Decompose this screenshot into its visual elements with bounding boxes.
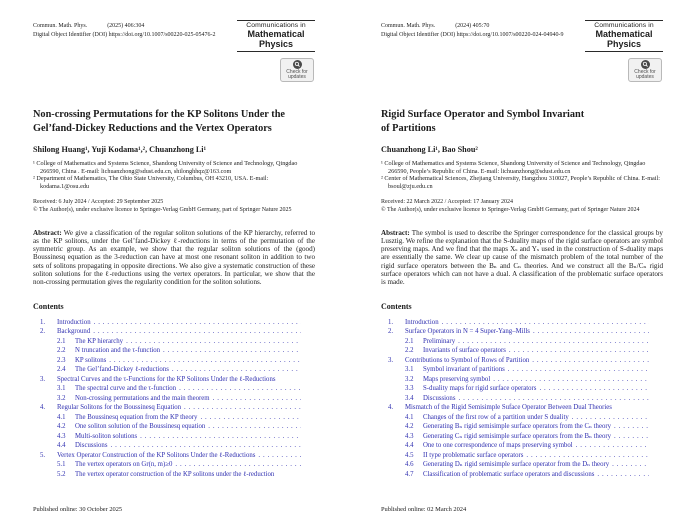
page-header xyxy=(33,20,315,82)
published-date: Published online: 30 October 2025 xyxy=(33,506,123,513)
affiliations xyxy=(33,160,315,190)
toc-entry[interactable] xyxy=(40,432,315,442)
toc-label: Changes of the first row of a partition under S duality xyxy=(423,413,569,421)
toc-entry[interactable] xyxy=(388,375,663,385)
toc-number: 3.3 xyxy=(405,385,414,393)
journal-name-top: Communications in xyxy=(246,22,306,29)
authors-line: Shilong Huang¹, Yuji Kodama¹,², Chuanzhong Li¹ xyxy=(33,145,207,154)
toc-entry[interactable] xyxy=(40,356,315,366)
published-date: Published online: 02 March 2024 xyxy=(381,506,467,513)
badge-label-line1: Check for xyxy=(286,69,308,75)
check-for-updates-badge[interactable] xyxy=(628,58,662,82)
issue-number: (2024) 405:70 xyxy=(455,23,490,29)
toc-label: Background xyxy=(57,328,91,336)
toc-label: The spectral curve and the τ-function xyxy=(75,385,177,393)
toc-entry[interactable] xyxy=(40,384,315,394)
toc-label: II type problematic surface operators xyxy=(423,451,524,459)
toc-number: 4.2 xyxy=(405,423,414,431)
table-of-contents xyxy=(381,318,663,480)
toc-label: Vertex Operator Construction of the KP Solitons Under the ℓ-Reductions xyxy=(57,451,256,459)
toc-number: 2.1 xyxy=(405,337,414,345)
toc-dot-leader xyxy=(614,422,649,432)
toc-number: 4.4 xyxy=(405,442,414,450)
affiliation: ¹ College of Mathematics and Systems Science, Shandong University of Science and Technology, Qingdao 266590, People’s Republic of China. E-mail: lichuanzhong@sdust.edu.cn xyxy=(381,160,646,175)
toc-label: The vertex operator construction of the KP solitons under the ℓ-reduction xyxy=(75,470,275,478)
received-block xyxy=(381,199,663,214)
paper-title-line2: Gel’fand-Dickey Reductions and the Vertex Operators xyxy=(33,123,272,134)
toc-label: Discussions xyxy=(423,394,456,402)
toc-dot-leader xyxy=(140,432,301,442)
journal-name-mid: Mathematical xyxy=(595,29,653,39)
toc-number: 4.1 xyxy=(57,413,66,421)
toc-number: 3.1 xyxy=(57,385,66,393)
toc-number: 4.1 xyxy=(405,413,414,421)
received-line: Received: 22 March 2022 / Accepted: 17 January 2024 xyxy=(381,199,513,206)
toc-entry[interactable] xyxy=(40,422,315,432)
journal-logo xyxy=(237,20,315,52)
toc-entry[interactable] xyxy=(40,327,315,337)
toc-number: 4.5 xyxy=(405,451,414,459)
toc-label: Maps preserving symbol xyxy=(423,375,491,383)
affiliation: ² Center of Mathematical Sciences, Zhejiang University, Hangzhou 310027, People’s Republic of China. E-mail: bsoul@zju.edu.cn xyxy=(381,175,660,190)
toc-number: 4.2 xyxy=(57,423,66,431)
copyright-line: © The Author(s), under exclusive licence to Springer-Verlag GmbH Germany, part of Springer Nature 2024 xyxy=(381,206,640,213)
toc-dot-leader xyxy=(208,422,301,432)
journal-name-top: Communications in xyxy=(594,22,654,29)
toc-dot-leader xyxy=(110,441,301,451)
toc-entry[interactable] xyxy=(40,403,315,413)
toc-dot-leader xyxy=(614,432,649,442)
toc-dot-leader xyxy=(184,403,301,413)
affiliations xyxy=(381,160,663,190)
toc-entry[interactable] xyxy=(40,413,315,423)
abstract-text: The symbol is used to describe the Springer correspondence for the classical groups by Lusztig. We refine the explanation that the S-duality maps of the rigid surface operators are symbol preserving maps. And we find that the maps Xₛ and Yₛ used in the construction of S-duality maps are essentially the same. We clear up cause of the mismatch problem of the total number of the rigid surface operators between the Bₙ and Cₙ theories. And we construct all the Bₙ/Cₙ rigid surface operators which can not have a dual. A classification of the problematic surface operators is made. xyxy=(381,229,663,286)
toc-number: 5. xyxy=(40,451,46,459)
paper-title-line1: Rigid Surface Operator and Symbol Invariant xyxy=(381,109,585,120)
toc-number: 5.2 xyxy=(57,470,66,478)
toc-label: Preliminary xyxy=(423,337,456,345)
toc-number: 2.2 xyxy=(405,347,414,355)
toc-dot-leader xyxy=(172,365,301,375)
toc-label: One to one correspondence of maps preserving symbol xyxy=(423,442,573,450)
toc-dot-leader xyxy=(126,337,301,347)
contents-heading: Contents xyxy=(33,301,64,311)
paper-title xyxy=(381,108,663,136)
toc-label: Symbol invariant of partitions xyxy=(423,366,505,374)
toc-dot-leader xyxy=(458,394,649,404)
toc-entry[interactable] xyxy=(388,432,663,442)
toc-label: Generating Dₙ rigid semisimple surface operator from the Dₙ theory xyxy=(423,461,610,469)
abstract xyxy=(33,229,315,286)
journal-name-mid: Mathematical xyxy=(247,29,305,39)
toc-label: The Gel’fand-Dickey ℓ-reductions xyxy=(75,366,169,374)
toc-label: Introduction xyxy=(57,318,91,326)
paper-title-line1: Non-crossing Permutations for the KP Solitons Under the xyxy=(33,109,285,120)
check-for-updates-badge[interactable] xyxy=(280,58,314,82)
received-block xyxy=(33,199,315,214)
toc-dot-leader xyxy=(175,460,301,470)
toc-dot-leader xyxy=(163,346,301,356)
toc-entry[interactable] xyxy=(388,441,663,451)
toc-label: Invariants of surface operators xyxy=(423,347,506,355)
toc-dot-leader xyxy=(539,384,649,394)
toc-dot-leader xyxy=(533,327,649,337)
toc-entry[interactable] xyxy=(40,337,315,347)
toc-dot-leader xyxy=(493,375,649,385)
doi-line: Digital Object Identifier (DOI) https://doi.org/10.1007/s00220-025-05476-2 xyxy=(33,31,216,38)
toc-entry[interactable] xyxy=(388,384,663,394)
toc-dot-leader xyxy=(526,451,649,461)
toc-entry[interactable] xyxy=(40,441,315,451)
toc-number: 4. xyxy=(388,404,394,412)
affiliation: ² Department of Mathematics, The Ohio State University, Columbus, OH 43210, USA. E-mail: kodama.1@osu.edu xyxy=(33,175,269,190)
toc-dot-leader xyxy=(213,394,301,404)
toc-dot-leader xyxy=(597,470,649,480)
toc-entry[interactable] xyxy=(388,470,663,480)
toc-entry[interactable] xyxy=(388,318,663,328)
toc-dot-leader xyxy=(612,460,649,470)
journal-citation: Commun. Math. Phys. xyxy=(381,23,436,29)
received-line: Received: 6 July 2024 / Accepted: 29 September 2025 xyxy=(33,199,164,206)
toc-label: Discussions xyxy=(75,442,108,450)
toc-entry[interactable] xyxy=(40,318,315,328)
toc-number: 2.3 xyxy=(57,356,66,364)
toc-dot-leader xyxy=(576,441,649,451)
toc-label: The Boussinesq equation from the KP theory xyxy=(75,413,198,421)
toc-dot-leader xyxy=(572,413,649,423)
toc-entry[interactable] xyxy=(40,470,315,480)
journal-citation: Commun. Math. Phys. xyxy=(33,23,88,29)
toc-label: Regular Solitons for the Boussinesq Equation xyxy=(57,404,182,412)
toc-number: 4.3 xyxy=(405,432,414,440)
table-of-contents xyxy=(33,318,315,480)
toc-label: Non-crossing permutations and the main theorem xyxy=(75,394,210,402)
toc-label: The KP hierarchy xyxy=(75,337,124,345)
page-header xyxy=(381,20,663,82)
toc-number: 3.2 xyxy=(57,394,66,402)
toc-entry[interactable] xyxy=(40,451,315,461)
toc-number: 2. xyxy=(388,328,394,336)
toc-entry[interactable] xyxy=(40,460,315,470)
toc-dot-leader xyxy=(258,451,301,461)
toc-entry[interactable] xyxy=(388,422,663,432)
toc-dot-leader xyxy=(509,346,649,356)
toc-entry[interactable] xyxy=(388,365,663,375)
toc-entry[interactable] xyxy=(388,451,663,461)
toc-label: The vertex operators on Gr(n, m)≥0 xyxy=(75,461,173,469)
abstract xyxy=(381,229,663,286)
toc-number: 3. xyxy=(40,375,46,383)
abstract-text: We give a classification of the regular soliton solutions of the KP hierarchy, referred to as the KP solitons, under the Gel’fand-Dickey ℓ-reductions in terms of the permutation of the symmetric group. As an example, we show that the regular soliton solutions of the (good) Boussinesq equation as the 3-reduction can have at most one resonant soliton in addition to two sets of solitons propagating in opposite directions. We also give a systematic construction of these soliton solutions for the ℓ-reductions using the vertex operators. In particular, we show that the non-crossing permutation gives the regularity condition for the soliton solutions. xyxy=(33,229,315,286)
paper-title xyxy=(33,108,315,136)
toc-dot-leader xyxy=(458,337,649,347)
contents-heading: Contents xyxy=(381,301,412,311)
toc-entry[interactable] xyxy=(40,365,315,375)
toc-entry[interactable] xyxy=(388,337,663,347)
toc-label: Generating Cₙ rigid semisimple surface operators from the Bₙ theory xyxy=(423,432,612,440)
abstract-label: Abstract: xyxy=(33,229,62,238)
toc-entry[interactable] xyxy=(388,394,663,404)
toc-label: Contributions to Symbol of Rows of Partition xyxy=(405,356,530,364)
paper-title-line2: of Partitions xyxy=(381,123,436,134)
journal-name-bottom: Physics xyxy=(606,38,642,49)
toc-number: 2.2 xyxy=(57,347,66,355)
toc-entry[interactable] xyxy=(40,375,315,385)
toc-number: 3.4 xyxy=(405,394,414,402)
toc-number: 3.2 xyxy=(405,375,414,383)
crossmark-icon xyxy=(641,60,650,69)
toc-dot-leader xyxy=(442,318,649,328)
toc-label: Generating Bₙ rigid semisimple surface operators from the Cₙ theory xyxy=(423,423,612,431)
toc-label: Introduction xyxy=(405,318,439,326)
toc-number: 3.1 xyxy=(405,366,414,374)
toc-number: 2.4 xyxy=(57,366,66,374)
paper-page xyxy=(348,0,696,526)
authors-line: Chuanzhong Li¹, Bao Shou² xyxy=(381,145,478,154)
journal-name-bottom: Physics xyxy=(258,38,294,49)
journal-logo xyxy=(585,20,663,52)
toc-number: 2. xyxy=(40,328,46,336)
toc-number: 4. xyxy=(40,404,46,412)
toc-entry[interactable] xyxy=(40,394,315,404)
toc-number: 4.4 xyxy=(57,442,66,450)
toc-label: N truncation and the τ-function xyxy=(75,347,161,355)
toc-entry[interactable] xyxy=(388,356,663,366)
toc-dot-leader xyxy=(94,318,301,328)
toc-number: 4.6 xyxy=(405,461,414,469)
toc-label: Multi-soliton solutions xyxy=(75,432,138,440)
citation-block xyxy=(381,20,564,39)
toc-dot-leader xyxy=(93,327,301,337)
toc-label: One soliton solution of the Boussinesq equation xyxy=(75,423,206,431)
toc-number: 4.3 xyxy=(57,432,66,440)
toc-entry[interactable] xyxy=(388,346,663,356)
toc-dot-leader xyxy=(532,356,649,366)
doi-line: Digital Object Identifier (DOI) https://doi.org/10.1007/s00220-024-04940-9 xyxy=(381,31,564,38)
toc-dot-leader xyxy=(109,356,301,366)
toc-number: 4.7 xyxy=(405,470,414,478)
badge-label-line1: Check for xyxy=(634,69,656,75)
abstract-label: Abstract: xyxy=(381,229,410,238)
toc-dot-leader xyxy=(179,384,301,394)
toc-label: S-duality maps for rigid surface operators xyxy=(423,385,537,393)
toc-dot-leader xyxy=(508,365,649,375)
toc-number: 1. xyxy=(388,318,394,326)
badge-label-line2: updates xyxy=(288,74,306,80)
toc-entry[interactable] xyxy=(388,460,663,470)
toc-number: 2.1 xyxy=(57,337,66,345)
issue-number: (2025) 406:304 xyxy=(107,23,145,29)
crossmark-icon xyxy=(293,60,302,69)
badge-label-line2: updates xyxy=(636,74,654,80)
toc-label: Surface Operators in N = 4 Super-Yang–Mills xyxy=(405,328,530,336)
copyright-line: © The Author(s), under exclusive licence to Springer-Verlag GmbH Germany, part of Springer Nature 2025 xyxy=(33,206,292,213)
citation-block xyxy=(33,20,216,39)
toc-entry[interactable] xyxy=(388,327,663,337)
toc-number: 1. xyxy=(40,318,46,326)
affiliation: ¹ College of Mathematics and Systems Science, Shandong University of Science and Technology, Qingdao 266590, China . E-mail: lichuanzhong@sdust.edu.cn, shilonghhqz@163.com xyxy=(33,160,298,175)
toc-label: KP solitons xyxy=(75,356,107,364)
toc-number: 5.1 xyxy=(57,461,66,469)
toc-entry[interactable] xyxy=(388,403,663,413)
toc-label: Mismatch of the Rigid Semisimple Suface Operator Between Dual Theories xyxy=(405,404,612,412)
toc-entry[interactable] xyxy=(388,413,663,423)
toc-entry[interactable] xyxy=(40,346,315,356)
toc-dot-leader xyxy=(200,413,301,423)
toc-label: Classification of problematic surface operators and discussions xyxy=(423,470,595,478)
toc-number: 3. xyxy=(388,356,394,364)
toc-label: Spectral Curves and the τ-Functions for the KP Solitons Under the ℓ-Reductions xyxy=(57,375,276,383)
